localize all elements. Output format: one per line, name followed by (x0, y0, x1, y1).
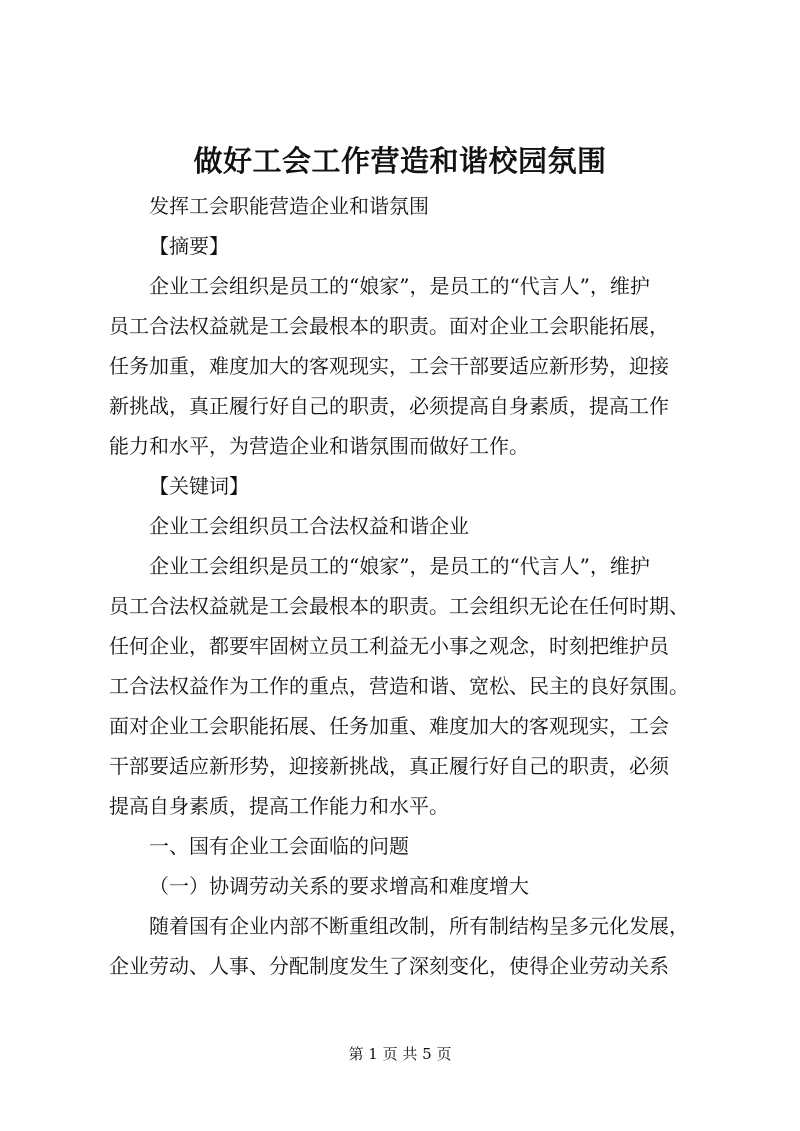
text-line: 任何企业，都要牢固树立员工利益无小事之观念，时刻把维护员 (109, 634, 669, 658)
text-line: 员工合法权益就是工会最根本的职责。面对企业工会职能拓展， (109, 314, 669, 338)
document-body (109, 186, 711, 986)
text-line: 面对企业工会职能拓展、任务加重、难度加大的客观现实，工会 (109, 714, 669, 738)
text-line: 一、国有企业工会面临的问题 (149, 834, 409, 858)
page-footer: 第 1 页 共 5 页 (348, 1045, 452, 1063)
text-line: 新挑战，真正履行好自己的职责，必须提高自身素质，提高工作 (109, 394, 669, 418)
paragraph-section-heading (109, 826, 711, 866)
paragraph-keywords (109, 506, 711, 546)
paragraph-subtitle (109, 186, 711, 226)
text-line: 企业工会组织是员工的“娘家”，是员工的“代言人”，维护 (149, 554, 650, 578)
paragraph-abstract (109, 266, 711, 466)
text-line: 【摘要】 (149, 234, 229, 258)
text-line: 发挥工会职能营造企业和谐氛围 (149, 194, 429, 218)
text-line: 任务加重，难度加大的客观现实，工会干部要适应新形势，迎接 (109, 354, 669, 378)
text-line: 干部要适应新形势，迎接新挑战，真正履行好自己的职责，必须 (109, 754, 669, 778)
paragraph-body-intro (109, 546, 711, 826)
text-line: 随着国有企业内部不断重组改制，所有制结构呈多元化发展， (149, 914, 689, 938)
paragraph-abstract-heading (109, 226, 711, 266)
document-title: 做好工会工作营造和谐校园氛围 (193, 144, 607, 178)
text-line: （一）协调劳动关系的要求增高和难度增大 (149, 874, 529, 898)
text-line: 企业工会组织员工合法权益和谐企业 (149, 514, 469, 538)
text-line: 企业劳动、人事、分配制度发生了深刻变化，使得企业劳动关系 (109, 954, 669, 978)
text-line: 提高自身素质，提高工作能力和水平。 (109, 794, 449, 818)
text-line: 企业工会组织是员工的“娘家”，是员工的“代言人”，维护 (149, 274, 650, 298)
text-line: 工合法权益作为工作的重点，营造和谐、宽松、民主的良好氛围。 (109, 674, 689, 698)
text-line: 员工合法权益就是工会最根本的职责。工会组织无论在任何时期、 (109, 594, 689, 618)
paragraph-subsection-heading (109, 866, 711, 906)
text-line: 【关键词】 (149, 474, 249, 498)
text-line: 能力和水平，为营造企业和谐氛围而做好工作。 (109, 434, 529, 458)
paragraph-body (109, 906, 711, 986)
paragraph-keywords-heading (109, 466, 711, 506)
